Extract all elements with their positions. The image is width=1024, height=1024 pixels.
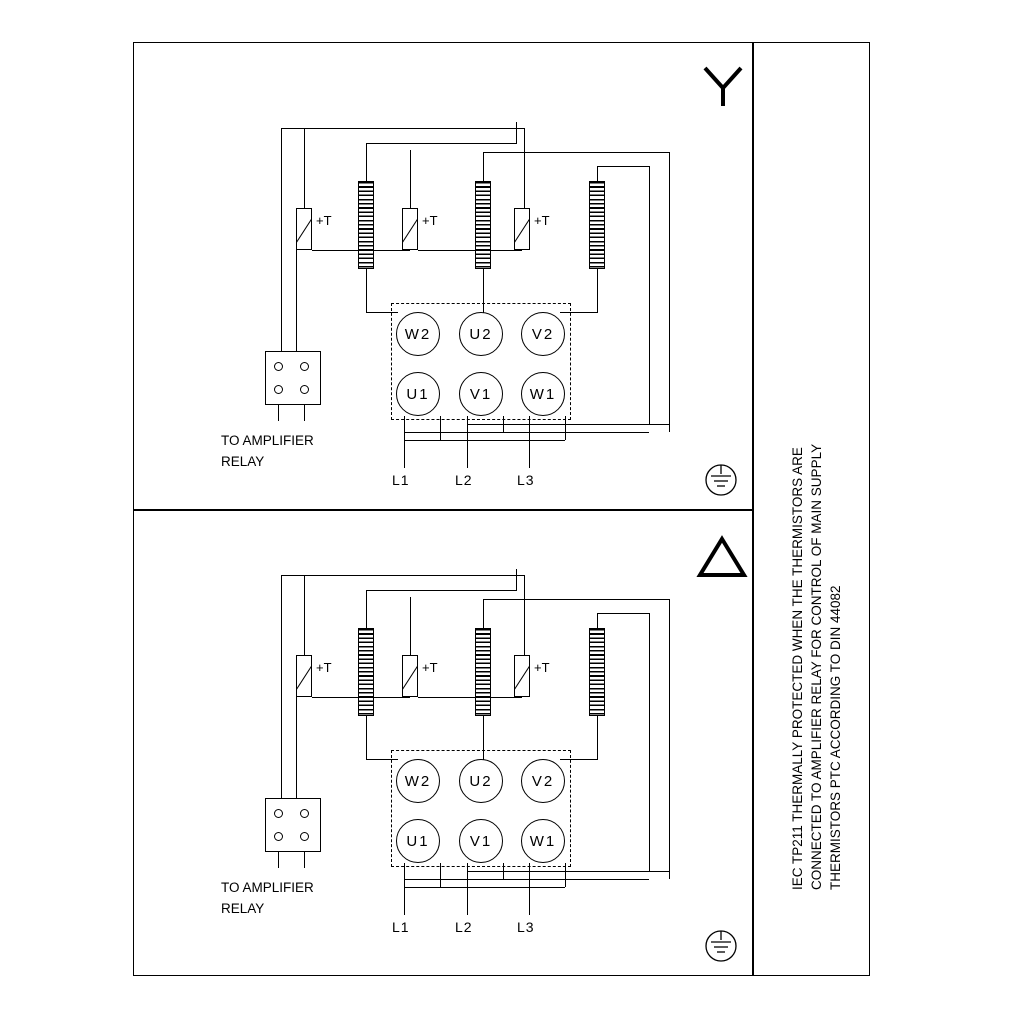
amplifier-label-line2: RELAY — [221, 901, 265, 916]
connector-lead-2 — [304, 405, 305, 421]
coil-bus-2 — [483, 599, 669, 600]
phase-wire-l1 — [404, 416, 405, 468]
thermistor-down-left2 — [296, 697, 297, 798]
coil-bus-2-right — [669, 152, 670, 432]
amplifier-connector-box[interactable] — [265, 351, 321, 405]
thermistor-bus-mid2 — [418, 697, 522, 698]
thermistor-1 — [296, 655, 312, 697]
thermistor-down-left — [281, 575, 282, 798]
star-wye-symbol — [697, 60, 749, 112]
winding-coil-1 — [358, 628, 374, 716]
winding-coil-3 — [589, 628, 605, 716]
thermistor-bus-mid — [312, 250, 410, 251]
thermistor-label-3: +T — [534, 660, 550, 675]
star-link-bus-2 — [467, 424, 669, 425]
coil-bus-3 — [597, 613, 649, 614]
terminal-v1[interactable]: V1 — [459, 372, 503, 416]
coil-lead-3 — [560, 759, 598, 760]
thermistor-label-1: +T — [316, 213, 332, 228]
connector-terminal-1 — [274, 809, 283, 818]
delta-triangle-symbol — [694, 533, 750, 581]
connector-lead-1 — [278, 405, 279, 421]
thermistor-label-2: +T — [422, 213, 438, 228]
amplifier-connector-box[interactable] — [265, 798, 321, 852]
thermistor-wire-b — [524, 575, 525, 656]
terminal-w2[interactable]: W2 — [396, 312, 440, 356]
thermistor-wire-a — [304, 575, 305, 656]
coil-lead-3 — [560, 312, 598, 313]
connector-terminal-2 — [300, 809, 309, 818]
coil-wire-3-bottom — [597, 269, 598, 313]
delta-link-v2 — [503, 863, 504, 879]
delta-link-bus-3 — [404, 887, 565, 888]
coil-bus-3 — [597, 166, 649, 167]
connector-lead-1 — [278, 852, 279, 868]
delta-link-v1 — [440, 863, 441, 887]
thermistor-wire-b — [524, 128, 525, 209]
phase-label-l2: L2 — [455, 919, 473, 935]
star-link-v3 — [565, 416, 566, 440]
connector-lead-2 — [304, 852, 305, 868]
winding-coil-2 — [475, 628, 491, 716]
thermistor-label-3: +T — [534, 213, 550, 228]
connector-terminal-3 — [274, 832, 283, 841]
coil-bus-3-right — [649, 613, 650, 871]
thermistor-label-2: +T — [422, 660, 438, 675]
thermistor-wire-c — [410, 597, 411, 656]
coil-bus-2 — [483, 152, 669, 153]
delta-link-bus-2 — [467, 871, 669, 872]
connector-terminal-3 — [274, 385, 283, 394]
coil-lead-1 — [366, 759, 398, 760]
winding-coil-3 — [589, 181, 605, 269]
earth-ground-symbol-star — [700, 462, 742, 502]
coil-wire-3-top — [597, 166, 598, 182]
amplifier-label-line1: TO AMPLIFIER — [221, 880, 314, 895]
note-line-2: CONNECTED TO AMPLIFIER RELAY FOR CONTROL OF MAIN SUPPLY — [809, 443, 824, 890]
coil-wire-2-top — [483, 152, 484, 182]
thermistor-down-left — [281, 128, 282, 351]
amplifier-label-line1: TO AMPLIFIER — [221, 433, 314, 448]
thermistor-label-1: +T — [316, 660, 332, 675]
terminal-u2[interactable]: U2 — [459, 312, 503, 356]
phase-label-l1: L1 — [392, 919, 410, 935]
coil-wire-1-bottom — [366, 269, 367, 313]
thermistor-3 — [514, 655, 530, 697]
thermistor-bus-mid2 — [418, 250, 522, 251]
star-link-bus-3 — [404, 440, 565, 441]
terminal-v2[interactable]: V2 — [521, 312, 565, 356]
winding-coil-1 — [358, 181, 374, 269]
coil-bus-1-drop — [516, 569, 517, 591]
connector-terminal-1 — [274, 362, 283, 371]
coil-lead-1 — [366, 312, 398, 313]
terminal-w2[interactable]: W2 — [396, 759, 440, 803]
phase-label-l3: L3 — [517, 472, 535, 488]
coil-bus-1 — [366, 143, 516, 144]
thermistor-2 — [402, 208, 418, 250]
coil-wire-1-top — [366, 590, 367, 628]
terminal-v1[interactable]: V1 — [459, 819, 503, 863]
terminal-u2[interactable]: U2 — [459, 759, 503, 803]
thermistor-2 — [402, 655, 418, 697]
coil-wire-2-top — [483, 599, 484, 629]
coil-bus-1-drop — [516, 122, 517, 144]
coil-wire-2-bottom — [483, 716, 484, 760]
connector-terminal-4 — [300, 832, 309, 841]
terminal-u1[interactable]: U1 — [396, 819, 440, 863]
amplifier-label-line2: RELAY — [221, 454, 265, 469]
thermistor-1 — [296, 208, 312, 250]
terminal-v2[interactable]: V2 — [521, 759, 565, 803]
coil-wire-1-top — [366, 143, 367, 181]
thermistor-bus-mid — [312, 697, 410, 698]
coil-wire-3-top — [597, 613, 598, 629]
thermistor-down-left2 — [296, 250, 297, 351]
terminal-u1[interactable]: U1 — [396, 372, 440, 416]
phase-label-l1: L1 — [392, 472, 410, 488]
thermistor-bus-top — [281, 575, 525, 576]
connector-terminal-4 — [300, 385, 309, 394]
coil-bus-2-right — [669, 599, 670, 879]
coil-wire-1-bottom — [366, 716, 367, 760]
terminal-w1[interactable]: W1 — [521, 819, 565, 863]
connector-terminal-2 — [300, 362, 309, 371]
terminal-w1[interactable]: W1 — [521, 372, 565, 416]
note-line-1: IEC TP211 THERMALLY PROTECTED WHEN THE THERMISTORS ARE — [790, 447, 805, 890]
coil-bus-3-right — [649, 166, 650, 424]
phase-label-l3: L3 — [517, 919, 535, 935]
earth-ground-symbol-delta — [700, 928, 742, 968]
phase-wire-l1 — [404, 863, 405, 915]
coil-bus-1 — [366, 590, 516, 591]
coil-wire-3-bottom — [597, 716, 598, 760]
frame-divider-horizontal — [133, 509, 753, 511]
coil-wire-2-bottom — [483, 269, 484, 313]
phase-label-l2: L2 — [455, 472, 473, 488]
thermistor-wire-a — [304, 128, 305, 209]
thermistor-bus-top — [281, 128, 525, 129]
thermistor-3 — [514, 208, 530, 250]
star-link-v1 — [440, 416, 441, 440]
winding-coil-2 — [475, 181, 491, 269]
note-line-3: THERMISTORS PTC ACCORDING TO DIN 44082 — [828, 585, 843, 890]
star-link-v2 — [503, 416, 504, 432]
delta-link-v3 — [565, 863, 566, 887]
thermistor-wire-c — [410, 150, 411, 209]
